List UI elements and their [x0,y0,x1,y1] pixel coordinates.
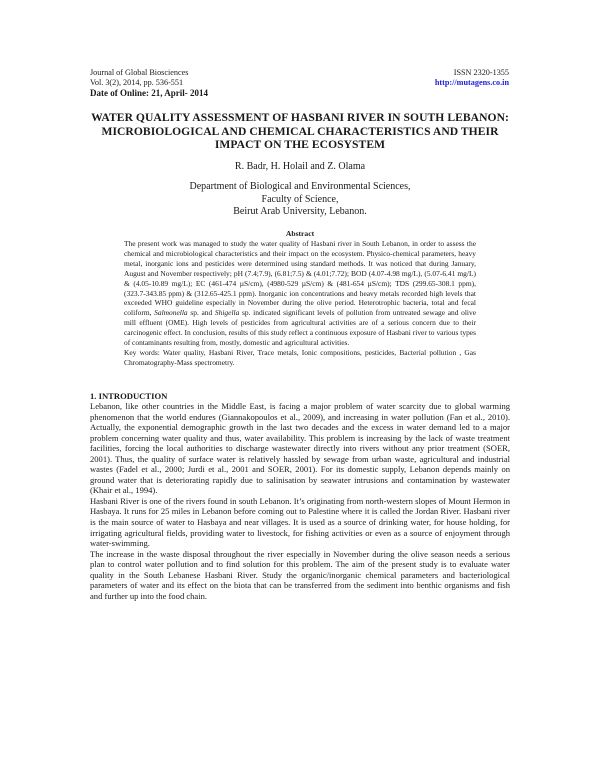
affiliation-faculty: Faculty of Science, [261,193,339,205]
volume-info: Vol. 3(2), 2014, pp. 536-551 [90,78,184,87]
affiliation-university: Beirut Arab University, Lebanon. [233,206,367,217]
abstract-text-part-1: The present work was managed to study the water quality of Hasbani river in South Lebanon, in order to assess the chemical and microbiological characteristics and their impact on the ecosystem. Physico-chemical parameters, heavy metal, inorganic ions and pesticides were determined using standard methods. It was noticed that during January, August and November respectively; pH (7.4;7.9), (6.81;7.5) & (4.01;7.72); BOD (4.07-4.98 mg/L), (5.07-6.41 mg/L) & (4.05-10.89 mg/L); EC (461-474 µS/cm), (4980-529 µS/cm) & (481-654 µS/cm); TDS (299.65-308.1 ppm), (323.7-343.85 ppm) & (312.65-425.1 ppm). Inorganic ion concentrations and heavy metals recorded high levels that exceeded WHO guideline especially in November during the olive period. Heterotrophic bacteria, total and fecal coliform, [124,239,476,318]
intro-paragraph-3: The increase in the waste disposal throughout the river especially in November during the olive season needs a serious plan to control water pollution and to find solution for this problem. The aim of the present study is to evaluate water quality in the South Lebanese Hasbani River. Study the organic/inorganic chemical parameters and bacteriological parameters of water and its effect on the biota that can be transferred from the sediment into benthic organisms and fish and further up into the food chain. [90,548,510,601]
issn: ISSN 2320-1355 [453,68,509,77]
keywords: Key words: Water quality, Hasbani River, Trace metals, Ionic compositions, pesticides, Bacterial pollution , Gas Chromatography-Mass spectrometry. [124,347,476,367]
section-heading-introduction: 1. INTRODUCTION [90,391,168,401]
intro-paragraph-1: Lebanon, like other countries in the Middle East, is facing a major problem of water scarcity due to global warming phenomenon that the world endures (Giannakopoulos et al., 2009), and increasing in water pollution (Fan et al., 2010). Actually, the exponential demographic growth in the last two decades and the excess in water demand led to a major problem concerning water quality and thus, water availability. This problem is increasing by the lack of waste treatment facilities, forcing the local authorities to discharge wastewater directly into rivers without any prior treatment (SOER, 2001). Thus, the quality of surface water is relatively hassled by sewage from urban waste, agricultural and industrial wastes (Fadel et al., 2000; Jurdi et al., 2001 and SOER, 2001). For its domestic supply, Lebanon depends mainly on ground water that is deteriorating rapidly due to salinisation by seawater intrusions and contamination by wastewater (Khair et al., 1994). [90,401,510,496]
abstract-salmonella: Salmonella [154,308,188,318]
abstract-text-part-2: sp. and [190,308,213,318]
affiliation [90,181,510,219]
introduction-body [90,401,510,601]
authors: R. Badr, H. Holail and Z. Olama [234,161,366,172]
abstract-text-part-3: sp. indicated significant levels of pollution from untreated sewage and olive mill effluent (OME). High levels of pesticides from agricultural activities are of a serious concern due to their carcinogenic effect. In conclusion, results of this study reflect a continuous exposure of Hasbani river to various types of contaminants resulting from, mostly, domestic and agricultural activities. [124,308,477,348]
abstract-heading: Abstract [285,229,315,238]
journal-header [90,68,208,98]
abstract [124,239,476,368]
paper-title: WATER QUALITY ASSESSMENT OF HASBANI RIVER IN SOUTH LEBANON: MICROBIOLOGICAL AND CHEMICAL CHARACTERISTICS AND THEIR IMPACT ON THE ECOSYSTEM [91,111,509,151]
journal-name: Journal of Global Biosciences [90,68,189,77]
affiliation-department: Department of Biological and Environmental Sciences, [189,181,411,192]
journal-url-link[interactable]: http://mutagens.co.in [434,78,509,87]
online-date: Date of Online: 21, April- 2014 [90,88,208,98]
intro-paragraph-2: Hasbani River is one of the rivers found in south Lebanon. It’s originating from north-western slopes of Mount Hermon in Hasbaya. It runs for 25 miles in Lebanon before coming out to Palestine where it is called the Jordan River. Hasbani river is the main source of water to Hasbaya and near villages. It is used as a source of drinking water, for house holding, for irrigating agricultural fields, providing water to livestock, for fishing activities or even as a source of enjoyment through water-swimming. [90,495,510,549]
journal-header-right [435,68,509,88]
abstract-shigella: Shigella [214,308,240,318]
abstract-text [124,239,476,348]
